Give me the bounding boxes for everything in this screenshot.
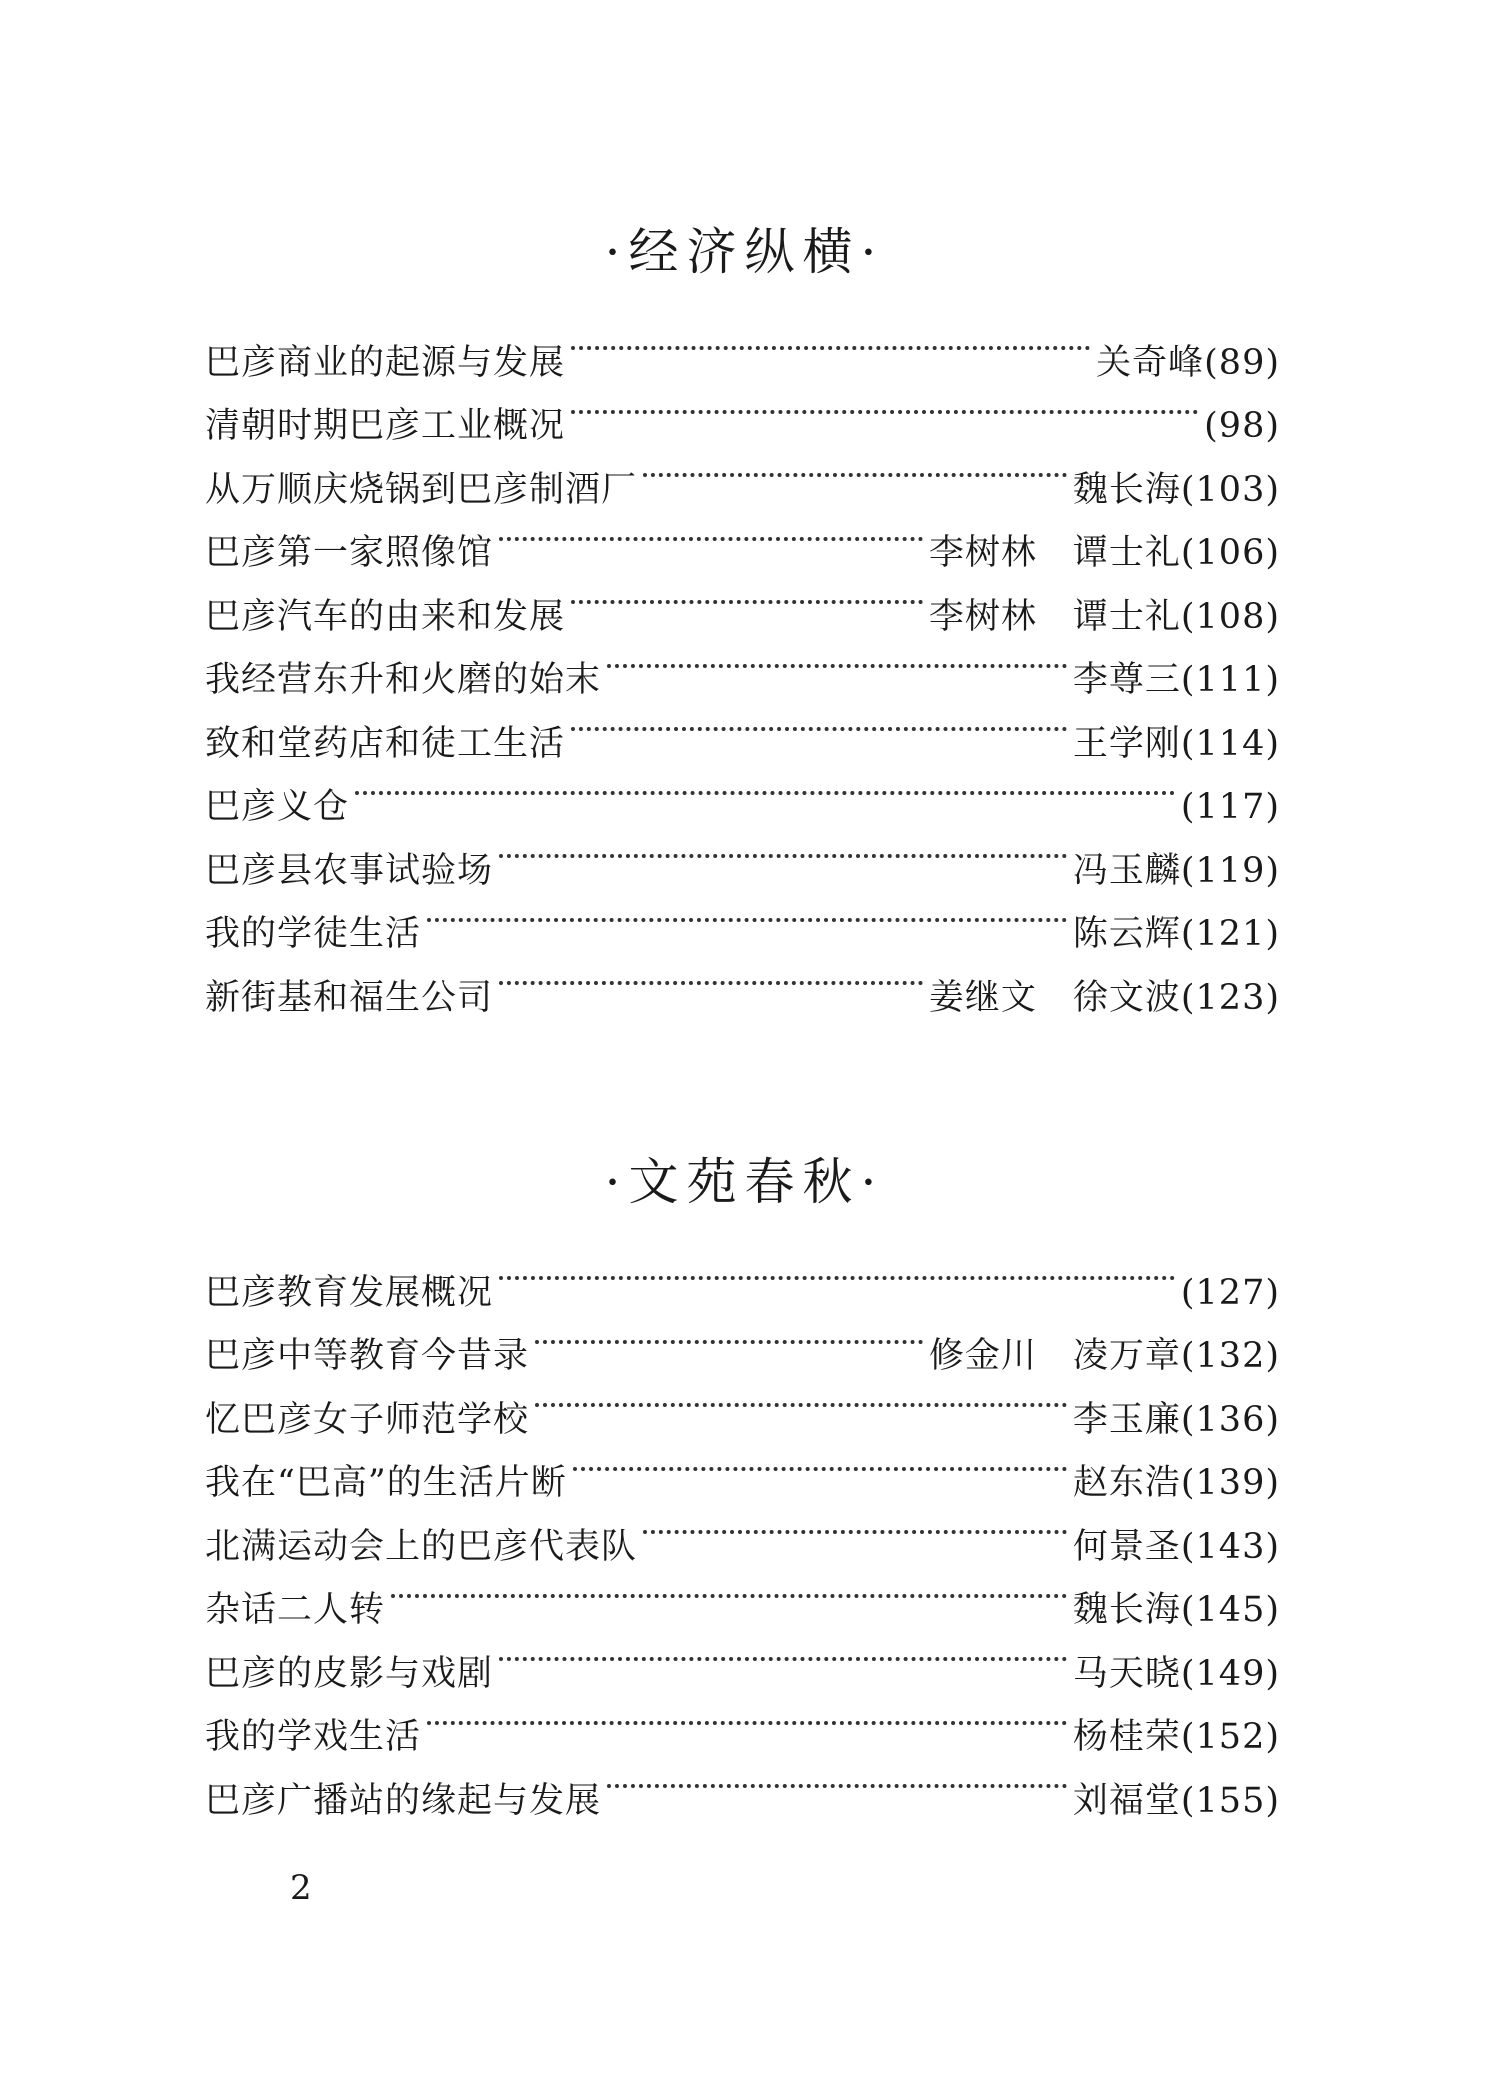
dot-leader bbox=[499, 501, 923, 565]
entry-title: 北满运动会上的巴彦代表队 bbox=[205, 1526, 638, 1567]
entry-author: 陈云辉 bbox=[1072, 914, 1181, 954]
entry-page: (132) bbox=[1180, 1336, 1280, 1376]
entry-title: 巴彦广播站的缘起与发展 bbox=[205, 1780, 602, 1821]
entry-author: 王学刚 bbox=[1072, 723, 1181, 764]
entry-page: (89) bbox=[1204, 342, 1280, 383]
entry-page: (152) bbox=[1180, 1717, 1280, 1757]
entry-title: 忆巴彦女子师范学校 bbox=[205, 1399, 530, 1440]
entry-page: (127) bbox=[1180, 1272, 1280, 1313]
entry-author: 李尊三 bbox=[1072, 660, 1181, 700]
entry-page: (123) bbox=[1180, 977, 1280, 1018]
toc-entry bbox=[205, 755, 1280, 827]
entry-author: 李树林 谭士礼 bbox=[928, 533, 1181, 573]
entry-title: 我在“巴高”的生活片断 bbox=[205, 1463, 567, 1503]
entry-title: 巴彦义仓 bbox=[205, 787, 350, 827]
entry-title: 巴彦汽车的由来和发展 bbox=[205, 596, 566, 637]
entry-author: 马天晓 bbox=[1072, 1653, 1181, 1694]
entry-title: 致和堂药店和徒工生活 bbox=[205, 723, 566, 764]
section-title-economy: ·经济纵横· bbox=[604, 222, 885, 281]
entry-title: 清朝时期巴彦工业概况 bbox=[205, 406, 566, 446]
dot-leader bbox=[535, 1367, 1067, 1431]
dot-leader bbox=[571, 310, 1090, 374]
dot-leader bbox=[499, 818, 1067, 882]
entry-page: (98) bbox=[1204, 406, 1280, 446]
entry-page: (121) bbox=[1180, 914, 1280, 954]
entry-title: 巴彦教育发展概况 bbox=[205, 1272, 494, 1313]
entry-page: (111) bbox=[1180, 660, 1280, 700]
entry-page: (149) bbox=[1180, 1653, 1280, 1694]
entry-title: 杂话二人转 bbox=[205, 1590, 386, 1630]
entry-page: (139) bbox=[1180, 1463, 1280, 1503]
entry-page: (119) bbox=[1180, 850, 1280, 891]
dot-leader bbox=[607, 1748, 1067, 1812]
dot-leader bbox=[427, 882, 1067, 946]
dot-leader bbox=[571, 691, 1067, 755]
entry-page: (145) bbox=[1180, 1590, 1280, 1630]
entry-author: 赵东浩 bbox=[1072, 1463, 1181, 1503]
toc-list-culture bbox=[205, 1240, 1280, 1821]
page-number: 2 bbox=[290, 1868, 312, 1908]
dot-leader bbox=[391, 1558, 1067, 1622]
dot-leader bbox=[535, 1304, 923, 1368]
entry-title: 巴彦中等教育今昔录 bbox=[205, 1336, 530, 1376]
dot-leader bbox=[499, 945, 923, 1009]
entry-page: (155) bbox=[1180, 1780, 1280, 1821]
entry-author: 冯玉麟 bbox=[1072, 850, 1181, 891]
dot-leader bbox=[643, 1494, 1067, 1558]
dot-leader bbox=[571, 564, 923, 628]
dot-leader bbox=[607, 628, 1067, 692]
entry-title: 巴彦商业的起源与发展 bbox=[205, 342, 566, 383]
entry-author: 李树林 谭士礼 bbox=[928, 596, 1181, 637]
entry-page: (108) bbox=[1180, 596, 1280, 637]
entry-title: 从万顺庆烧锅到巴彦制酒厂 bbox=[205, 469, 638, 510]
section-title-culture: ·文苑春秋· bbox=[604, 1152, 885, 1211]
entry-page: (136) bbox=[1180, 1399, 1280, 1440]
entry-page: (143) bbox=[1180, 1526, 1280, 1567]
entry-title: 巴彦县农事试验场 bbox=[205, 850, 494, 891]
dot-leader bbox=[499, 1621, 1067, 1685]
entry-page: (114) bbox=[1180, 723, 1280, 764]
entry-page: (106) bbox=[1180, 533, 1280, 573]
toc-entry bbox=[205, 818, 1280, 891]
dot-leader bbox=[571, 374, 1198, 438]
entry-title: 我经营东升和火磨的始末 bbox=[205, 660, 602, 700]
entry-title: 我的学戏生活 bbox=[205, 1717, 422, 1757]
toc-entry bbox=[205, 310, 1280, 383]
entry-author: 杨桂荣 bbox=[1072, 1717, 1181, 1757]
entry-author: 刘福堂 bbox=[1072, 1780, 1181, 1821]
entry-title: 巴彦的皮影与戏剧 bbox=[205, 1653, 494, 1694]
toc-list-economy bbox=[205, 310, 1280, 1018]
entry-author: 关奇峰 bbox=[1096, 342, 1205, 383]
entry-author: 李玉廉 bbox=[1072, 1399, 1181, 1440]
entry-page: (117) bbox=[1180, 787, 1280, 827]
dot-leader bbox=[499, 1240, 1175, 1304]
entry-author: 姜继文 徐文波 bbox=[928, 977, 1181, 1018]
entry-title: 新街基和福生公司 bbox=[205, 977, 494, 1018]
dot-leader bbox=[355, 755, 1175, 819]
entry-author: 魏长海 bbox=[1072, 469, 1181, 510]
entry-author: 修金川 凌万章 bbox=[928, 1336, 1181, 1376]
dot-leader bbox=[643, 437, 1067, 501]
toc-entry bbox=[205, 1240, 1280, 1313]
entry-page: (103) bbox=[1180, 469, 1280, 510]
dot-leader bbox=[427, 1685, 1067, 1749]
dot-leader bbox=[573, 1431, 1067, 1495]
entry-title: 我的学徒生活 bbox=[205, 914, 422, 954]
entry-author: 魏长海 bbox=[1072, 1590, 1181, 1630]
entry-author: 何景圣 bbox=[1072, 1526, 1181, 1567]
entry-title: 巴彦第一家照像馆 bbox=[205, 533, 494, 573]
